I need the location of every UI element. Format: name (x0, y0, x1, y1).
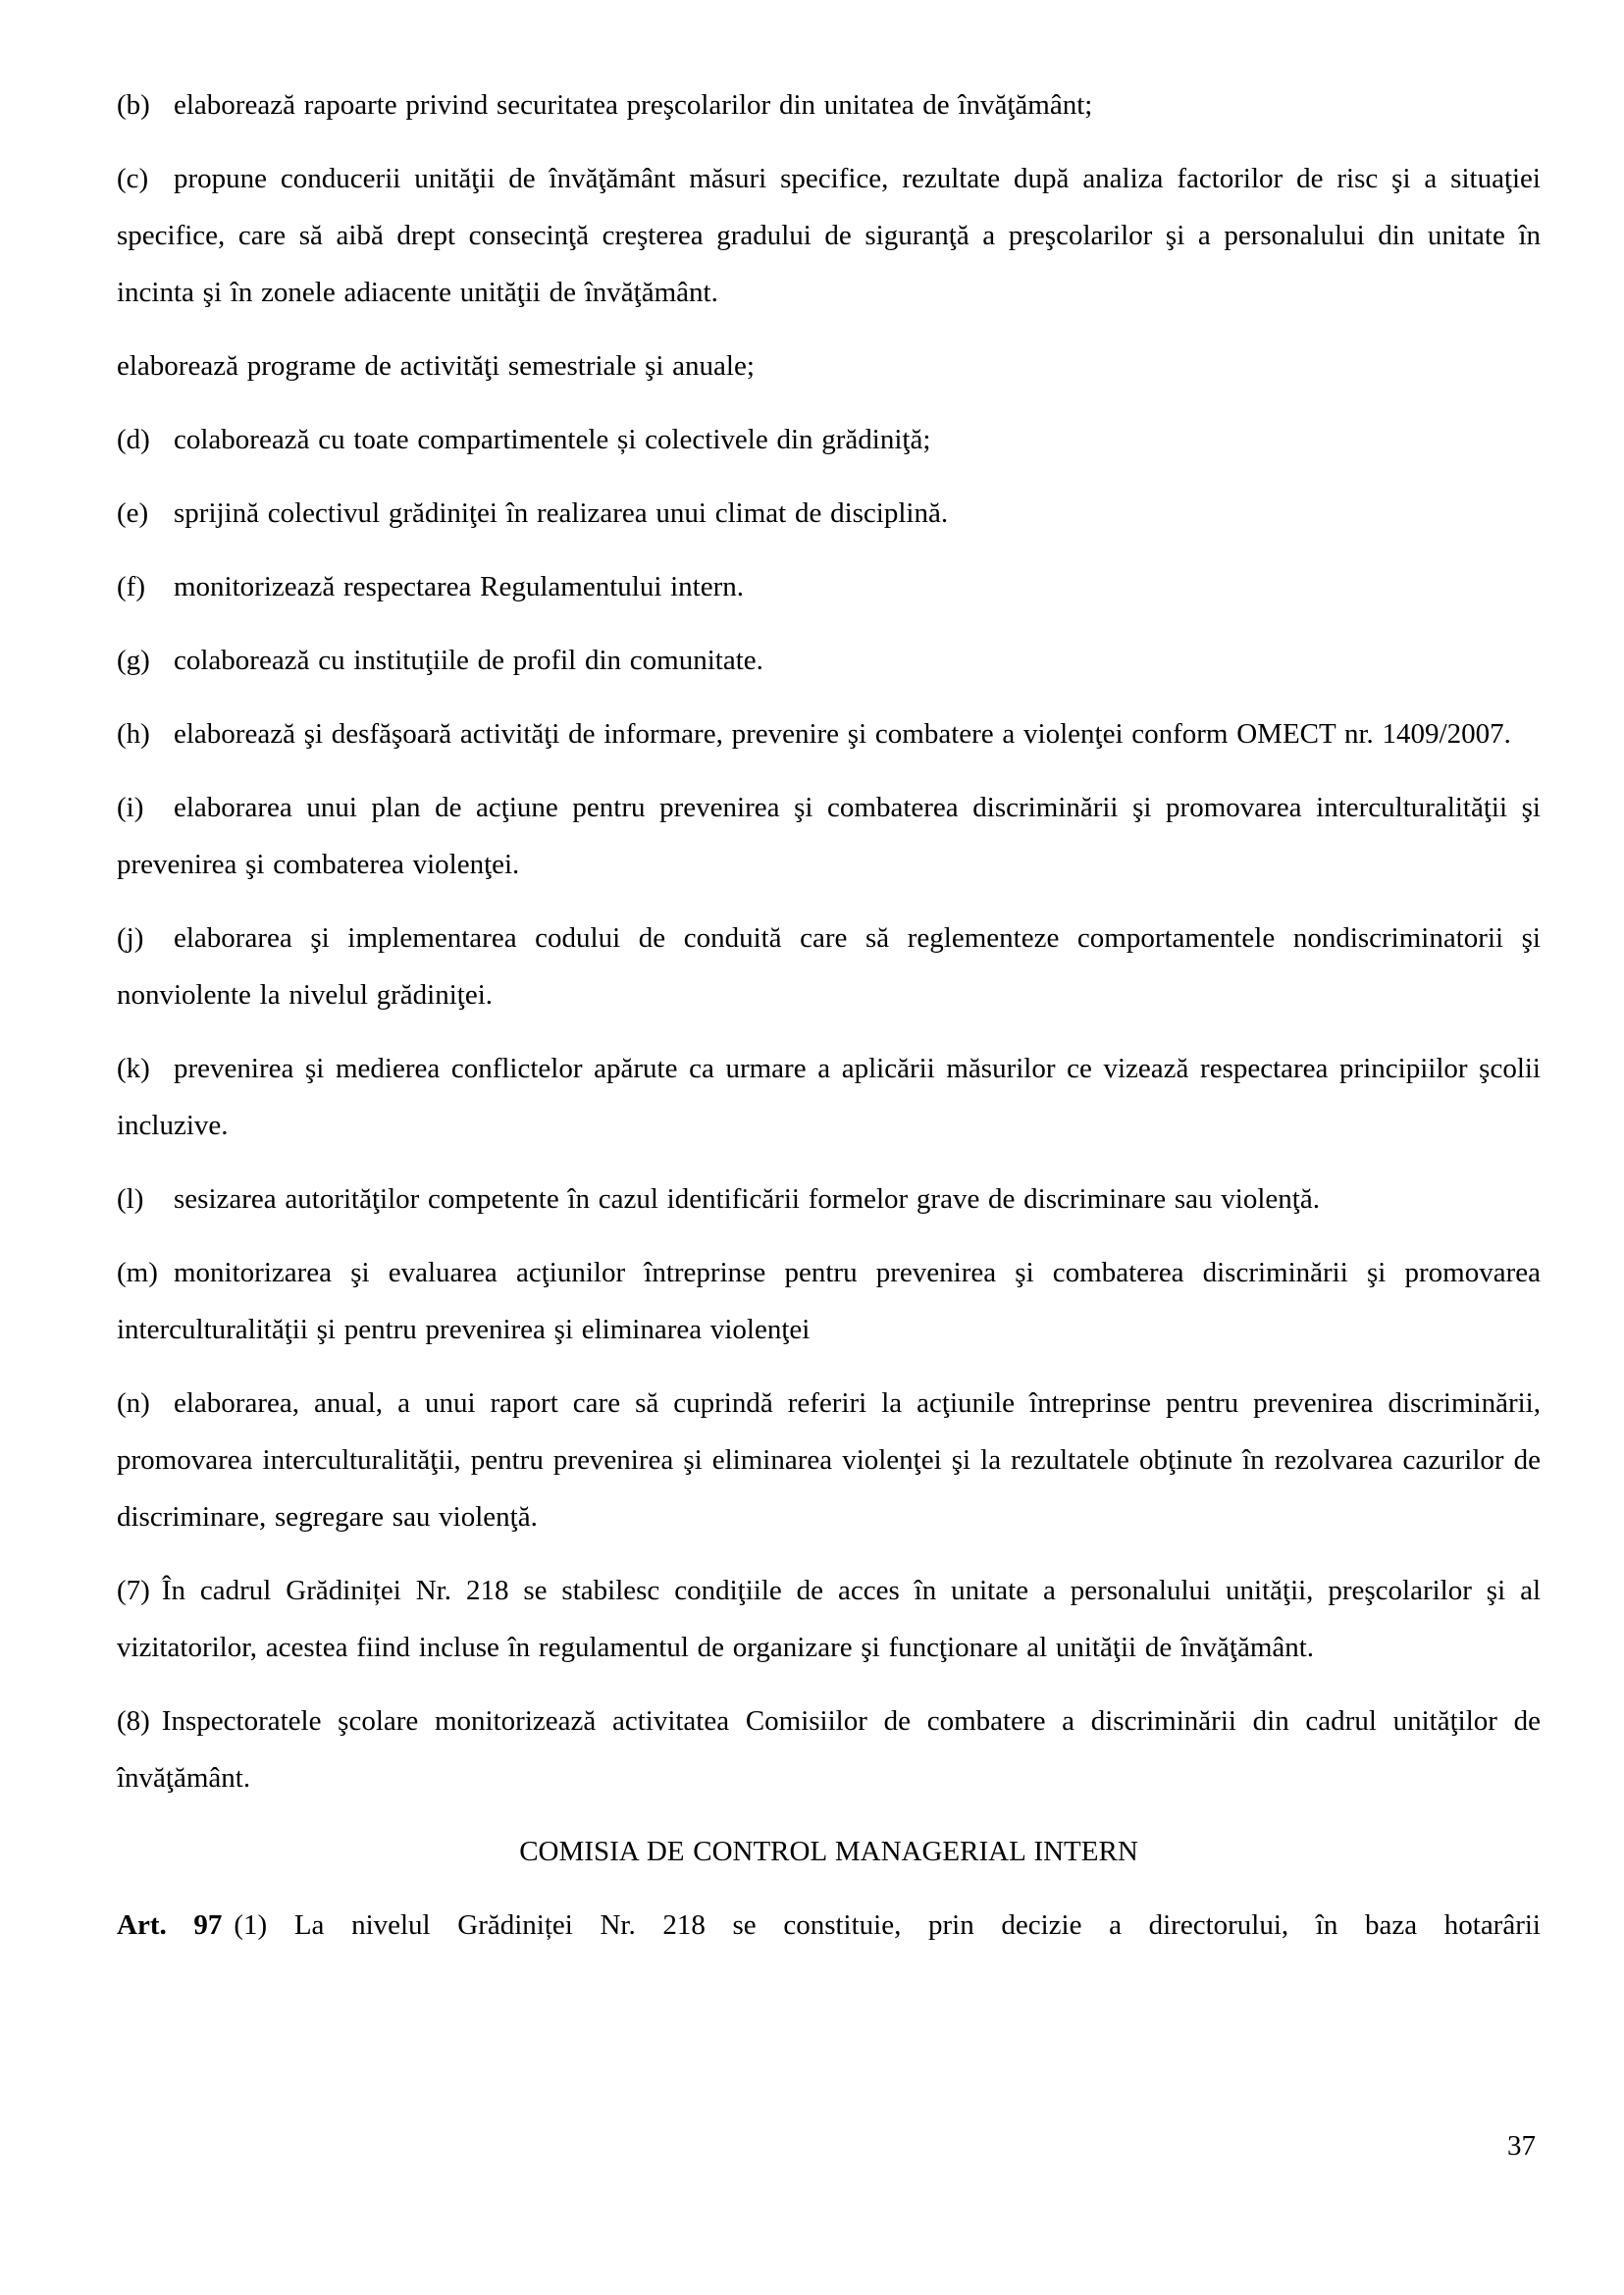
item-text: prevenirea şi medierea conflictelor apărute ca urmare a aplicării măsurilor ce vizează respectarea principiilor şcolii incluzive. (117, 1053, 1541, 1141)
item-marker: (l) (117, 1183, 144, 1215)
list-item (117, 1040, 1541, 1154)
list-item (117, 1244, 1541, 1358)
list-item (117, 1693, 1541, 1806)
item-marker: (j) (117, 922, 144, 954)
list-item (117, 411, 1541, 468)
item-text: colaborează cu instituţiile de profil din comunitate. (174, 645, 763, 676)
item-text: elaborarea unui plan de acţiune pentru prevenirea şi combaterea discriminării şi promovarea interculturalităţii şi prevenirea şi combaterea violenţei. (117, 792, 1541, 880)
list-item (117, 779, 1541, 893)
body-text (117, 77, 1541, 1806)
item-text: elaborarea şi implementarea codului de conduită care să reglementeze comportamentele nondiscriminatorii şi nonviolente la nivelul grădiniţei. (117, 922, 1541, 1011)
item-marker: (h) (117, 718, 150, 750)
list-item (117, 150, 1541, 321)
item-marker: (k) (117, 1053, 150, 1084)
item-marker: (f) (117, 571, 145, 602)
item-marker: (7) (117, 1575, 150, 1606)
item-marker: (e) (117, 497, 149, 529)
item-marker: (g) (117, 645, 150, 676)
item-marker: (m) (117, 1257, 158, 1288)
item-text: Inspectoratele şcolare monitorizează activitatea Comisiilor de combatere a discriminării din cadrul unităţilor de învăţământ. (117, 1705, 1541, 1794)
item-marker: (8) (117, 1705, 150, 1737)
item-text: elaborarea, anual, a unui raport care să cuprindă referiri la acţiunile întreprinse pentru prevenirea discriminării, promovarea interculturalităţii, pentru prevenirea şi eliminarea violenţei şi la rezultatele obţinute în rezolvarea cazurilor de discriminare, segregare sau violenţă. (117, 1387, 1541, 1533)
item-text: elaborează programe de activităţi semestriale şi anuale; (117, 350, 755, 382)
item-marker: (n) (117, 1387, 150, 1419)
item-marker: (b) (117, 89, 150, 121)
list-item (117, 705, 1541, 762)
section-heading: COMISIA DE CONTROL MANAGERIAL INTERN (519, 1836, 1138, 1867)
closing-text: (1) La nivelul Grădiniței Nr. 218 se constituie, prin decizie a directorului, în baza hotarârii (234, 1909, 1541, 1941)
list-item (117, 910, 1541, 1023)
list-item (117, 338, 1541, 394)
item-text: sesizarea autorităţilor competente în cazul identificării formelor grave de discriminare sau violenţă. (174, 1183, 1320, 1215)
closing-article-label: Art. 97 (117, 1909, 223, 1941)
list-item (117, 77, 1541, 133)
item-text: elaborează şi desfăşoară activităţi de informare, prevenire şi combatere a violenţei conform OMECT nr. 1409/2007. (174, 718, 1511, 750)
list-item (117, 632, 1541, 689)
list-item (117, 558, 1541, 615)
item-text: propune conducerii unităţii de învăţământ măsuri specifice, rezultate după analiza factorilor de risc şi a situaţiei specifice, care să aibă drept consecinţă creşterea gradului de siguranţă a preşcolarilor şi a personalului din unitate în incinta şi în zonele adiacente unităţii de învăţământ. (117, 163, 1541, 308)
item-text: colaborează cu toate compartimentele și colectivele din grădiniţă; (174, 424, 931, 455)
list-item (117, 485, 1541, 542)
item-marker: (i) (117, 792, 144, 823)
item-marker: (c) (117, 163, 149, 194)
item-text: elaborează rapoarte privind securitatea preşcolarilor din unitatea de învăţământ; (174, 89, 1093, 121)
item-text: În cadrul Grădiniței Nr. 218 se stabilesc condiţiile de acces în unitate a personalului unităţii, preşcolarilor şi al vizitatorilor, acestea fiind incluse în regulamentul de organizare şi funcţionare al unităţii de învăţământ. (117, 1575, 1541, 1663)
item-text: monitorizarea şi evaluarea acţiunilor întreprinse pentru prevenirea şi combaterea discriminării şi promovarea interculturalităţii şi pentru prevenirea şi eliminarea violenţei (117, 1257, 1541, 1345)
item-text: sprijină colectivul grădiniţei în realizarea unui climat de disciplină. (174, 497, 949, 529)
closing-paragraph (117, 1897, 1541, 1954)
list-item (117, 1375, 1541, 1545)
list-item (117, 1562, 1541, 1676)
item-text: monitorizează respectarea Regulamentului intern. (174, 571, 745, 602)
item-marker: (d) (117, 424, 150, 455)
list-item (117, 1171, 1541, 1227)
page-number: 37 (1507, 2130, 1536, 2162)
